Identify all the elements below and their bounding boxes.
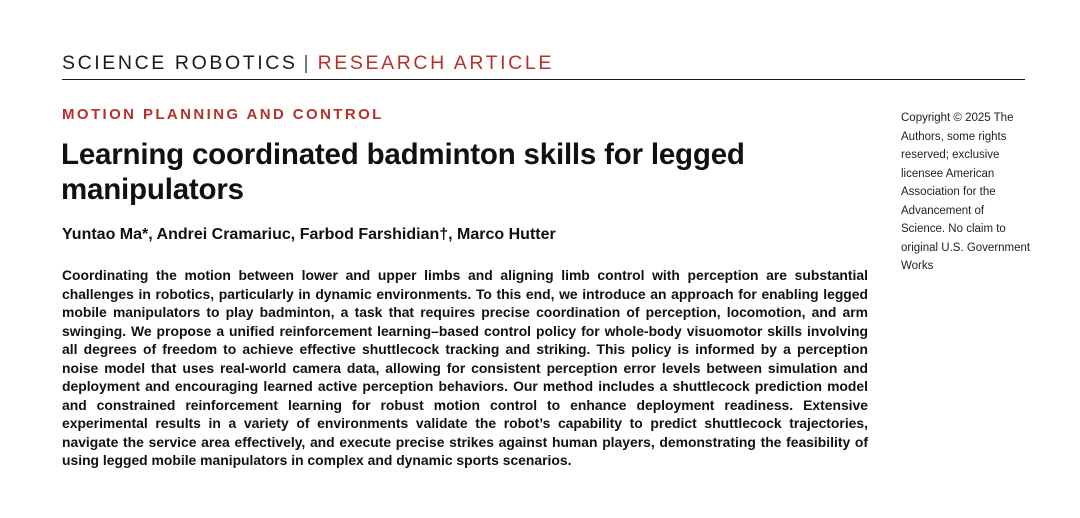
author-list: Yuntao Ma*, Andrei Cramariuc, Farbod Farshidian†, Marco Hutter (62, 226, 556, 243)
article-title: Learning coordinated badminton skills for legged manipulators (61, 138, 745, 206)
copyright-notice: Copyright © 2025 The Authors, some rights reserved; exclusive licensee American Association for the Advancement of Science. No claim to original U.S. Government Works (901, 112, 1031, 272)
masthead-separator: | (303, 52, 309, 74)
abstract-text: Coordinating the motion between lower and upper limbs and aligning limb control with perception are substantial challenges in robotics, particularly in dynamic environments. To this end, we introduce an approach for enabling legged mobile manipulators to play badminton, a task that requires precise coordination of perception, locomotion, and arm swinging. We propose a unified reinforcement learning–based control policy for whole-body visuomotor skills involving all degrees of freedom to achieve effective shuttlecock tracking and striking. This policy is informed by a perception noise model that uses real-world camera data, allowing for consistent perception error levels between simulation and deployment and encouraging learned active perception behaviors. Our method includes a shuttlecock prediction model and constrained reinforcement learning for robust motion control to enhance deployment readiness. Extensive experimental results in a variety of environments validate the robot’s capability to predict shuttlecock trajectories, navigate the service area effectively, and execute precise strikes against human players, demonstrating the feasibility of using legged mobile manipulators in complex and dynamic sports scenarios. (62, 267, 868, 468)
journal-masthead (62, 50, 1025, 80)
journal-name: SCIENCE ROBOTICS (62, 52, 298, 74)
subject-category: MOTION PLANNING AND CONTROL (62, 106, 384, 123)
article-type: RESEARCH ARTICLE (317, 52, 554, 74)
